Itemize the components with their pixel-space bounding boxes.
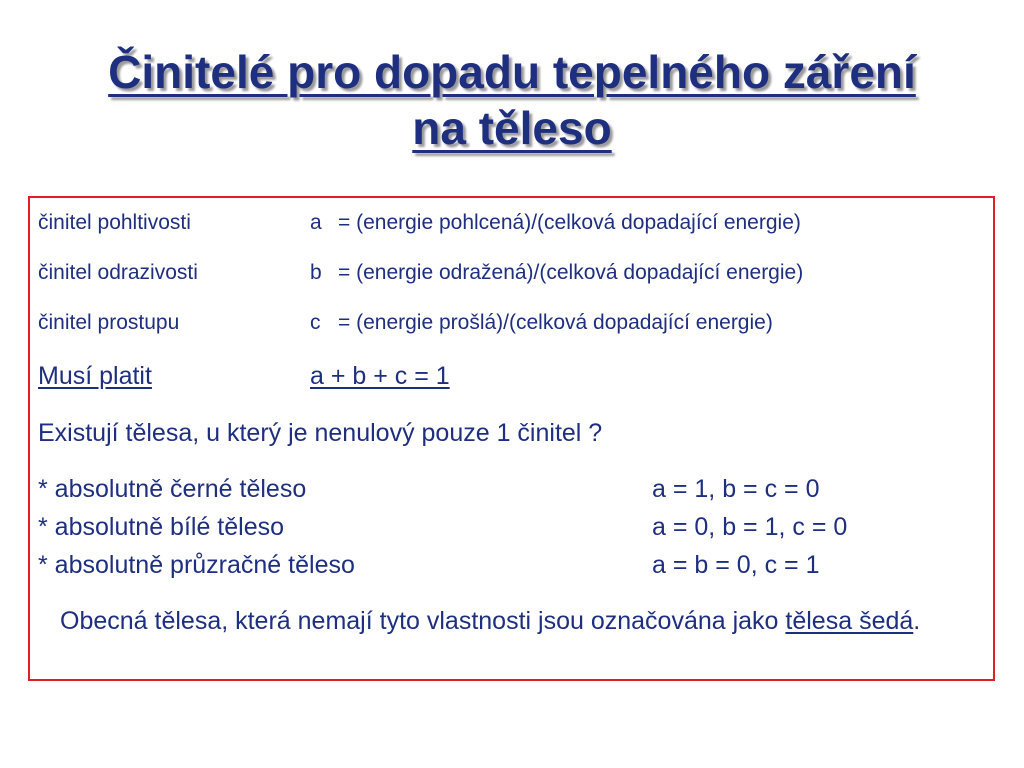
note-emphasis: tělesa šedá xyxy=(785,607,914,635)
body-values: a = 1, b = c = 0 xyxy=(652,475,820,503)
slide-title xyxy=(0,44,1024,156)
definition-formula: = (energie prošlá)/(celková dopadající energie) xyxy=(338,311,773,334)
must-hold-row xyxy=(38,360,538,392)
definition-symbol: c xyxy=(310,311,321,334)
question-text: Existují tělesa, u který je nenulový pouze 1 činitel ? xyxy=(38,419,603,447)
definition-name: činitel prostupu xyxy=(38,311,180,334)
body-row-white xyxy=(38,511,978,543)
title-line-1: Činitelé pro dopadu tepelného záření xyxy=(108,46,916,98)
body-name: * absolutně průzračné těleso xyxy=(38,551,355,579)
definition-name: činitel odrazivosti xyxy=(38,261,198,284)
body-name: * absolutně bílé těleso xyxy=(38,513,285,541)
body-row-black xyxy=(38,473,978,505)
note-text: Obecná tělesa, která nemají tyto vlastnosti jsou označována jako xyxy=(60,607,786,635)
definition-name: činitel pohltivosti xyxy=(38,211,191,234)
definition-formula: = (energie odražená)/(celková dopadající energie) xyxy=(338,261,804,284)
must-hold-formula: a + b + c = 1 xyxy=(310,362,450,390)
title-line-2: na těleso xyxy=(412,102,612,154)
body-row-transparent xyxy=(38,549,978,581)
definition-formula: = (energie pohlcená)/(celková dopadající energie) xyxy=(338,211,801,234)
must-hold-label: Musí platit xyxy=(38,362,152,390)
definition-symbol: b xyxy=(310,261,322,284)
note-end: . xyxy=(913,607,921,635)
definition-symbol: a xyxy=(310,211,322,234)
body-values: a = 0, b = 1, c = 0 xyxy=(652,513,848,541)
body-name: * absolutně černé těleso xyxy=(38,475,307,503)
note-paragraph xyxy=(60,602,980,640)
body-values: a = b = 0, c = 1 xyxy=(652,551,820,579)
